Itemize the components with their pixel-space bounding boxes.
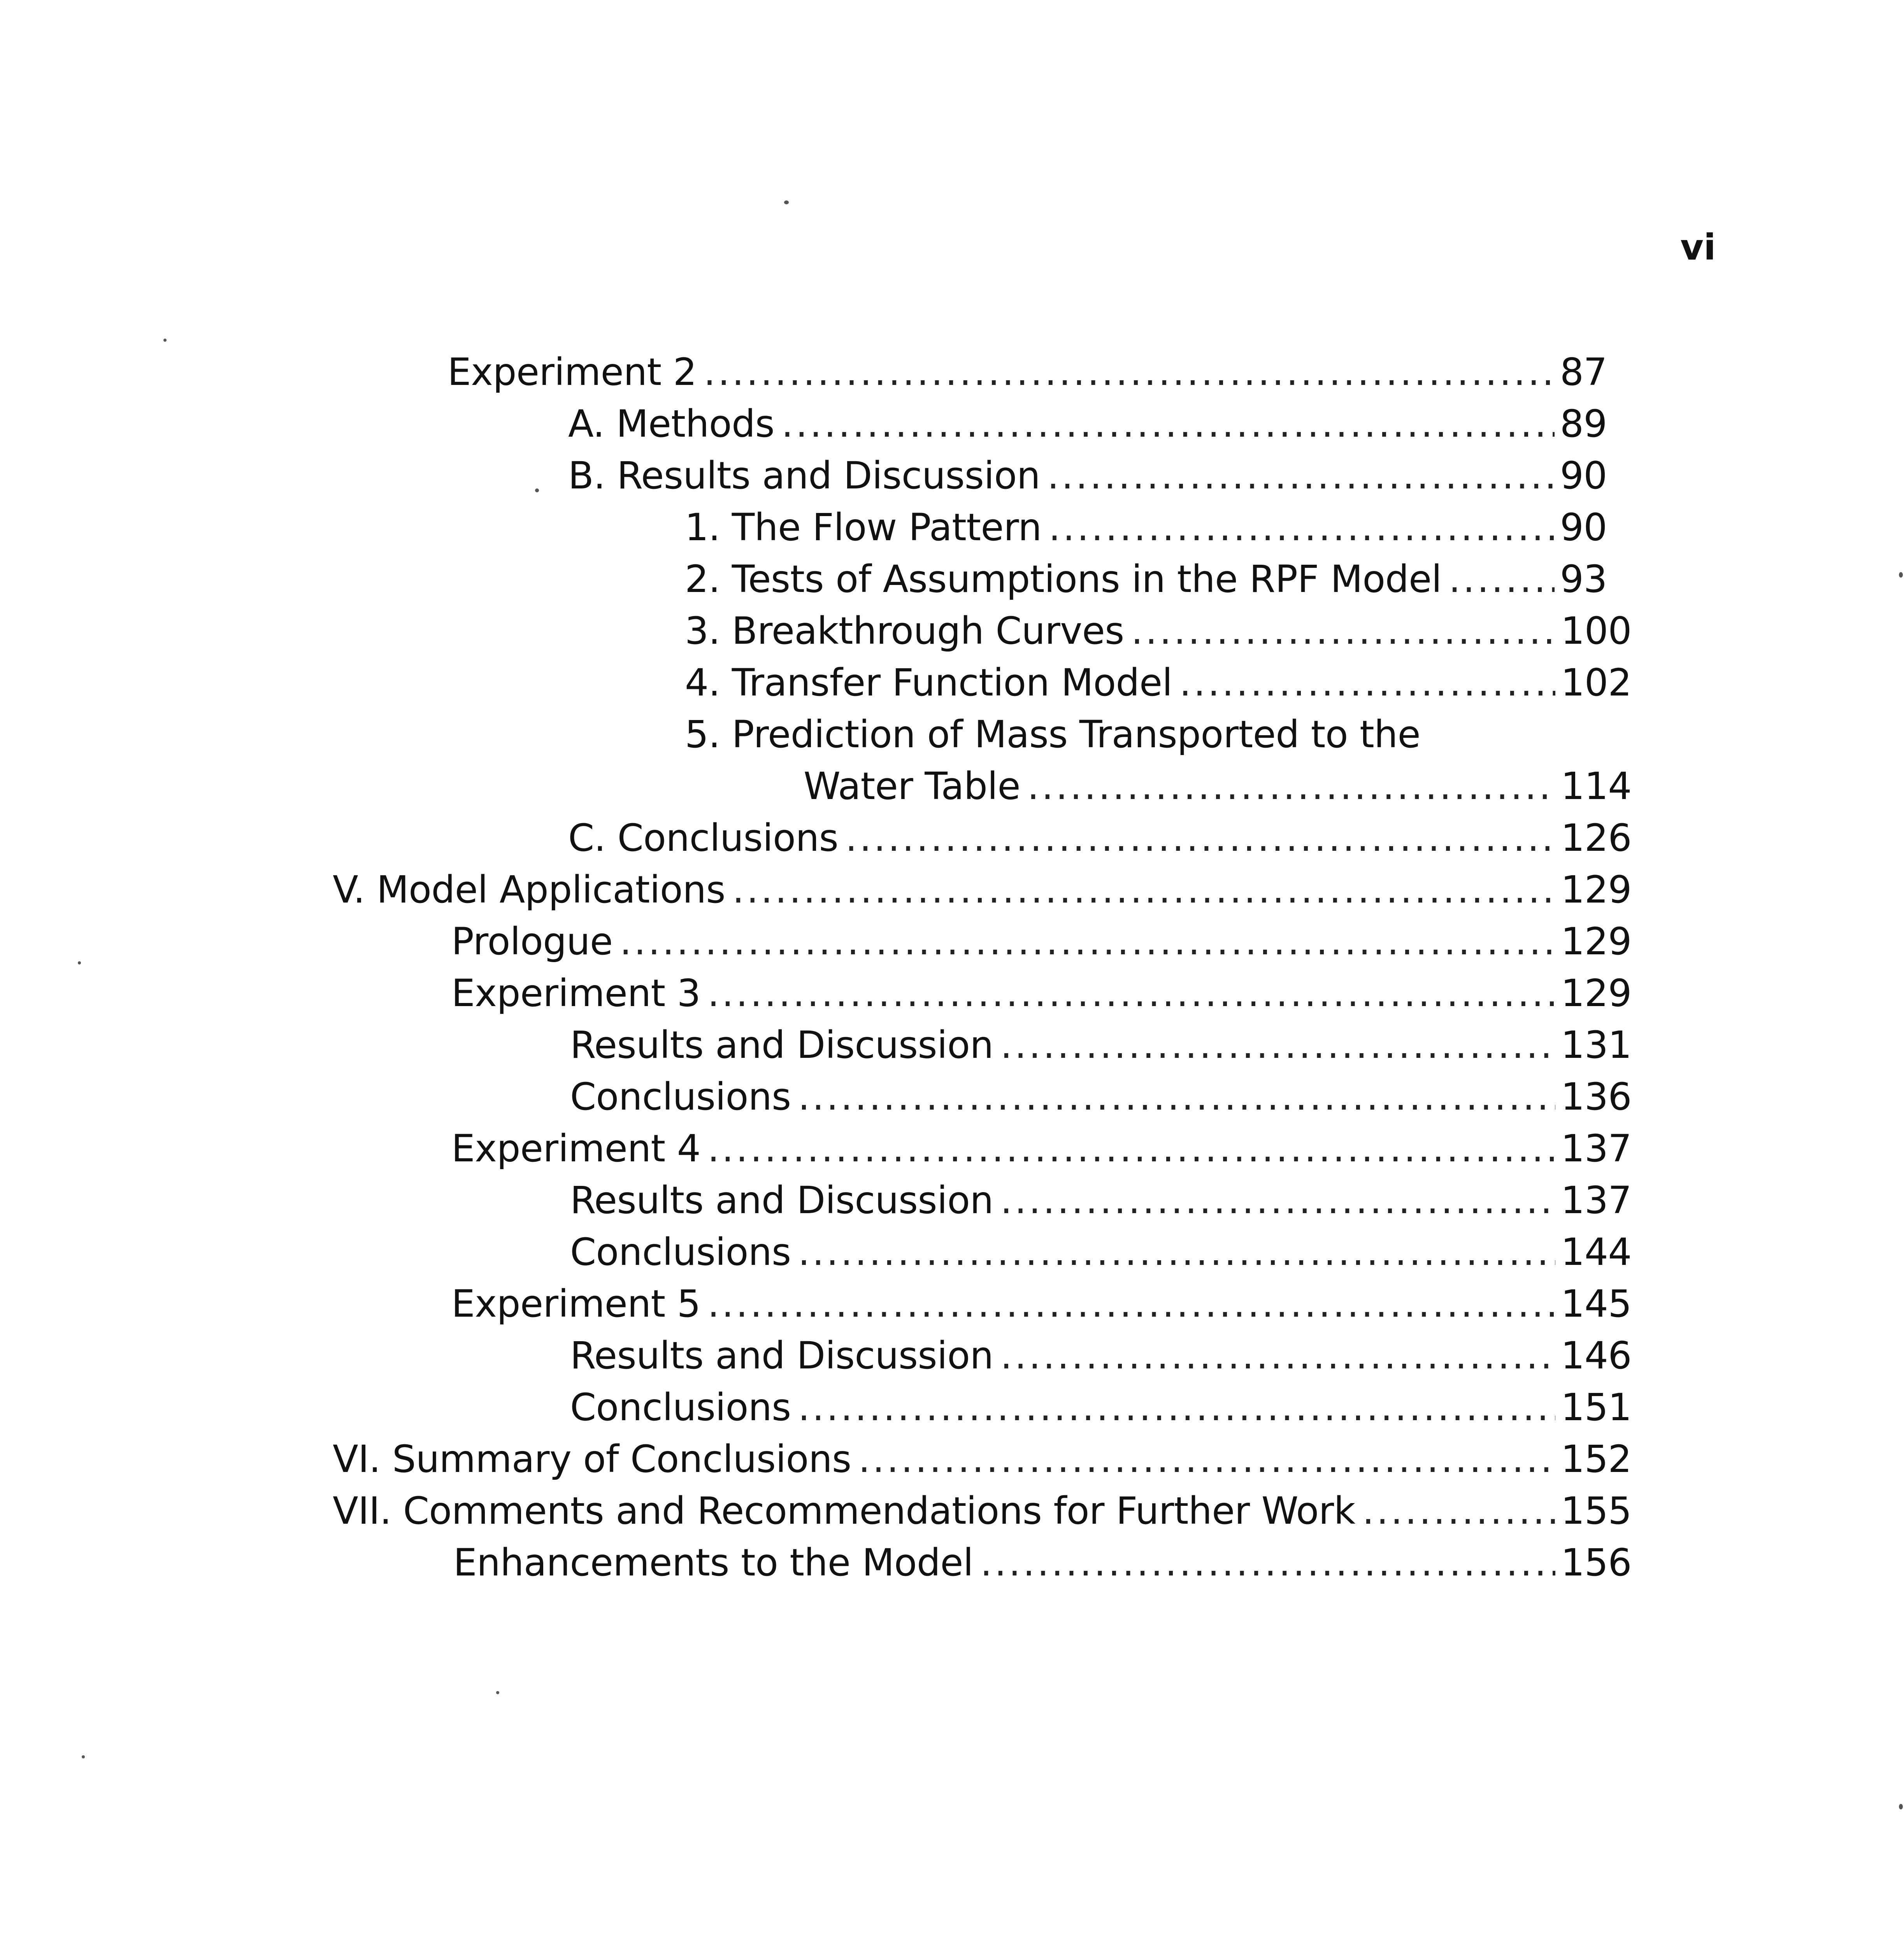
toc-entry-water-table [804, 760, 1632, 812]
toc-entry-page: 89 [1560, 402, 1607, 446]
toc-entry-exp3-results [570, 1019, 1632, 1071]
dot-leader [1000, 1175, 1555, 1226]
dot-leader [845, 812, 1555, 864]
scan-speck [496, 1691, 499, 1694]
toc-entry-page: 156 [1561, 1541, 1632, 1584]
toc-entry-exp4-results [570, 1175, 1632, 1226]
page-number: vi [1680, 227, 1716, 268]
toc-entry-results-and-discussion [568, 450, 1607, 501]
dot-leader [707, 1278, 1555, 1330]
toc-entry-label: Enhancements to the Model [453, 1541, 974, 1584]
toc-entry-label: Experiment 5 [451, 1282, 701, 1326]
scan-speck [163, 339, 167, 342]
toc-entry-label: Results and Discussion [570, 1023, 993, 1067]
toc-entry-experiment-5 [451, 1278, 1632, 1330]
dot-leader [980, 1537, 1555, 1588]
toc-entry-page: 145 [1561, 1282, 1632, 1326]
toc-entry-label: Experiment 3 [451, 971, 701, 1015]
toc-entry-label: Conclusions [570, 1386, 791, 1429]
toc-entry-page: 137 [1561, 1178, 1632, 1222]
toc-entry-label: Results and Discussion [570, 1178, 993, 1222]
dot-leader [1027, 760, 1555, 812]
toc-entry-comments-and-recommendations [333, 1485, 1632, 1537]
dot-leader [1000, 1019, 1555, 1071]
toc-entry-breakthrough-curves [685, 605, 1632, 657]
toc-entry-label: 3. Breakthrough Curves [685, 609, 1124, 653]
toc-entry-page: 93 [1560, 557, 1607, 601]
toc-entry-page: 129 [1561, 868, 1632, 912]
toc-entry-label: C. Conclusions [568, 816, 839, 860]
dot-leader [781, 398, 1555, 450]
toc-entry-page: 90 [1560, 454, 1607, 497]
scan-speck [535, 488, 539, 492]
dot-leader [1449, 553, 1555, 605]
dot-leader [798, 1382, 1556, 1433]
toc-entry-page: 90 [1560, 506, 1607, 549]
scan-speck [82, 1755, 85, 1758]
toc-entry-page: 152 [1561, 1437, 1632, 1481]
dot-leader [1049, 502, 1555, 553]
dot-leader [798, 1226, 1556, 1278]
toc-entry-prediction-of-mass-line1: 5. Prediction of Mass Transported to the [685, 713, 1421, 756]
dot-leader [1179, 657, 1556, 708]
toc-entry-page: 100 [1561, 609, 1632, 653]
toc-entry-model-applications [333, 864, 1632, 915]
toc-entry-page: 129 [1561, 920, 1632, 963]
toc-entry-label: A. Methods [568, 402, 775, 446]
scan-speck [1899, 1804, 1903, 1809]
dot-leader [732, 864, 1555, 915]
toc-entry-label: Experiment 2 [447, 350, 697, 394]
toc-entry-conclusions-c [568, 812, 1632, 864]
toc-entry-page: 126 [1561, 816, 1632, 860]
toc-entry-label: 1. The Flow Pattern [685, 506, 1042, 549]
toc-entry-exp5-conclusions [570, 1382, 1632, 1433]
toc-entry-page: 129 [1561, 971, 1632, 1015]
toc-entry-label: Conclusions [570, 1230, 791, 1274]
toc-entry-label: Results and Discussion [570, 1334, 993, 1377]
toc-entry-label: VI. Summary of Conclusions [333, 1437, 851, 1481]
table-of-contents [0, 346, 1904, 1631]
toc-entry-transfer-function-model [685, 657, 1632, 708]
toc-entry-flow-pattern [685, 502, 1607, 553]
dot-leader [704, 346, 1555, 398]
toc-entry-page: 144 [1561, 1230, 1632, 1274]
toc-entry-tests-of-assumptions [685, 553, 1607, 605]
toc-entry-label: VII. Comments and Recommendations for Further Work [333, 1489, 1355, 1533]
scan-speck [1899, 572, 1903, 578]
dot-leader [707, 1123, 1555, 1174]
dot-leader [707, 968, 1555, 1019]
dot-leader [1047, 450, 1555, 501]
toc-entry-experiment-2 [447, 346, 1607, 398]
toc-entry-exp3-conclusions [570, 1071, 1632, 1122]
dot-leader [1131, 605, 1556, 657]
dot-leader [858, 1433, 1556, 1485]
dot-leader [1362, 1485, 1555, 1537]
toc-entry-experiment-3 [451, 968, 1632, 1019]
toc-entry-page: 155 [1561, 1489, 1632, 1533]
toc-entry-label: B. Results and Discussion [568, 454, 1041, 497]
toc-entry-summary-of-conclusions [333, 1433, 1632, 1485]
scan-speck [78, 961, 81, 964]
dot-leader [620, 916, 1556, 967]
toc-entry-page: 114 [1561, 764, 1632, 808]
toc-entry-exp5-results [570, 1330, 1632, 1381]
toc-entry-label: 2. Tests of Assumptions in the RPF Model [685, 557, 1442, 601]
dot-leader [798, 1071, 1556, 1122]
toc-entry-label: Water Table [804, 764, 1021, 808]
toc-entry-label: V. Model Applications [333, 868, 725, 912]
toc-entry-label: Experiment 4 [451, 1127, 701, 1170]
dot-leader [1000, 1330, 1555, 1381]
toc-entry-exp4-conclusions [570, 1226, 1632, 1278]
toc-entry-page: 102 [1561, 661, 1632, 704]
toc-entry-label: Conclusions [570, 1075, 791, 1119]
toc-entry-prologue [451, 916, 1632, 967]
toc-entry-page: 131 [1561, 1023, 1632, 1067]
toc-entry-label: 4. Transfer Function Model [685, 661, 1172, 704]
toc-entry-methods [568, 398, 1607, 450]
scan-speck [784, 200, 789, 204]
toc-entry-enhancements-to-the-model [453, 1537, 1632, 1588]
toc-entry-page: 87 [1560, 350, 1607, 394]
toc-entry-page: 146 [1561, 1334, 1632, 1377]
toc-entry-label: Prologue [451, 920, 613, 963]
toc-entry-page: 136 [1561, 1075, 1632, 1119]
toc-entry-page: 137 [1561, 1127, 1632, 1170]
toc-entry-page: 151 [1561, 1386, 1632, 1429]
toc-entry-experiment-4 [451, 1123, 1632, 1174]
